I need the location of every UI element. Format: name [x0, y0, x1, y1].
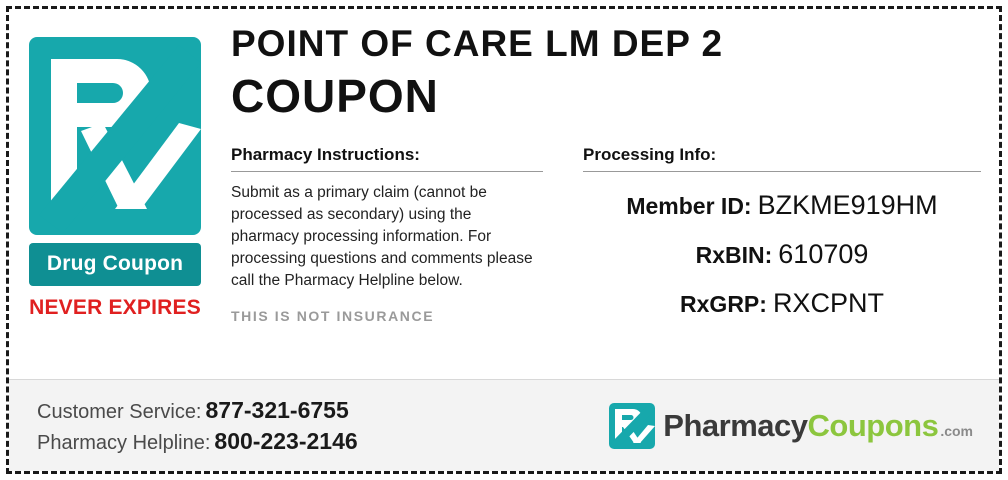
pharmacy-helpline-phone[interactable]: 800-223-2146	[214, 427, 358, 454]
brand-name-pharmacy: Pharmacy	[663, 407, 808, 443]
not-insurance-disclaimer: THIS IS NOT INSURANCE	[231, 307, 435, 324]
rxbin-value: 610709	[778, 238, 869, 269]
brand-name-coupons: Coupons	[807, 407, 939, 443]
brand-wordmark	[663, 408, 973, 444]
rxgrp-value: RXCPNT	[772, 287, 884, 318]
customer-service-label: Customer Service:	[37, 400, 202, 423]
brand-rx-symbol-icon	[609, 403, 655, 449]
rxgrp-row	[583, 288, 981, 319]
brand-rx-icon	[609, 403, 655, 449]
brand-logo[interactable]	[609, 403, 973, 449]
pharmacy-helpline-row	[37, 428, 609, 455]
drug-coupon-label: Drug Coupon	[29, 243, 201, 286]
pharmacy-instructions-heading: Pharmacy Instructions:	[231, 145, 543, 172]
coupon-top-section	[9, 9, 999, 379]
brand-tld: .com	[940, 422, 973, 439]
rxbin-row	[583, 239, 981, 270]
rxgrp-label: RxGRP:	[680, 290, 767, 317]
rx-symbol-icon	[29, 37, 201, 235]
never-expires-label: NEVER EXPIRES	[29, 296, 201, 319]
processing-info-heading: Processing Info:	[583, 145, 981, 172]
pharmacy-helpline-label: Pharmacy Helpline:	[37, 431, 211, 454]
customer-service-phone[interactable]: 877-321-6755	[205, 396, 349, 423]
pharmacy-instructions-block	[231, 145, 561, 324]
coupon-subtitle: COUPON	[231, 69, 439, 122]
customer-service-row	[37, 397, 609, 424]
coupon-title: POINT OF CARE LM DEP 2	[231, 23, 724, 64]
logo-column	[29, 25, 209, 379]
rx-logo-badge	[29, 37, 201, 235]
member-id-value: BZKME919HM	[757, 189, 938, 220]
processing-info-block	[561, 145, 981, 324]
member-id-row	[583, 190, 981, 221]
coupon-footer	[9, 379, 999, 471]
content-column	[209, 25, 981, 379]
member-id-label: Member ID:	[626, 192, 752, 219]
footer-contact-block	[37, 393, 609, 459]
pharmacy-instructions-text: Submit as a primary claim (cannot be processed as secondary) using the pharmacy processing information. For processing questions and comments please call the Pharmacy Helpline below.	[231, 183, 533, 289]
rxbin-label: RxBIN:	[695, 241, 773, 268]
